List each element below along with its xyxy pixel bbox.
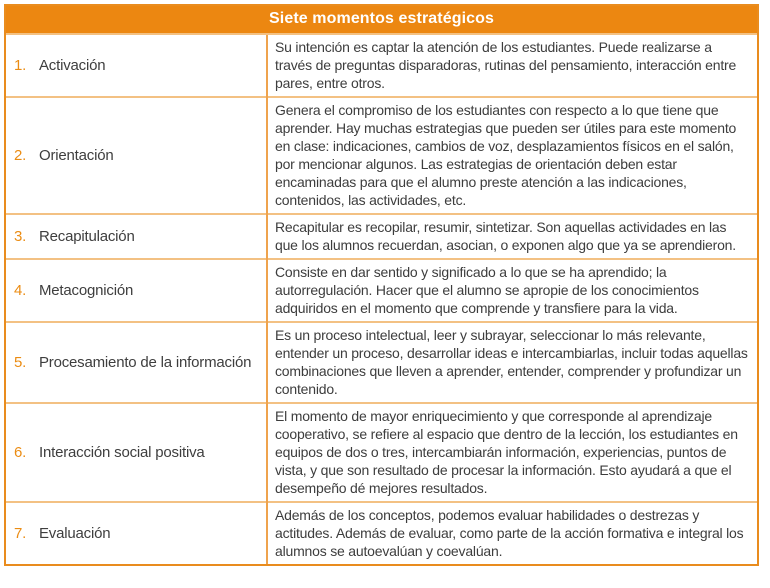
moment-label: Procesamiento de la información: [39, 354, 252, 371]
moment-cell: [6, 403, 267, 502]
table-row-metacognicion: [6, 259, 757, 322]
moment-cell: [6, 34, 267, 97]
moment-description: Además de los conceptos, podemos evaluar habilidades o destrezas y actitudes. Además de evaluar, como parte de la acción formativa e integral los alumnos se autoevalúan y coevalúan.: [267, 502, 757, 564]
moment-label: Interacción social positiva: [39, 444, 205, 461]
strategic-moments-table: [4, 4, 759, 566]
table-row-evaluacion: [6, 502, 757, 564]
header-row: [6, 6, 757, 34]
moment-cell: [6, 502, 267, 564]
table-row-interaccion: [6, 403, 757, 502]
moment-number: 6.: [14, 444, 27, 461]
moment-number: 5.: [14, 354, 27, 371]
moment-description: Su intención es captar la atención de los estudiantes. Puede realizarse a través de preguntas disparadoras, rutinas del pensamiento, interacción entre pares, entre otros.: [267, 34, 757, 97]
moment-cell: [6, 259, 267, 322]
moments-table: [6, 6, 757, 564]
moment-cell: [6, 97, 267, 214]
moment-number: 3.: [14, 228, 27, 245]
table-row-procesamiento: [6, 322, 757, 403]
moment-description: Consiste en dar sentido y significado a lo que se ha aprendido; la autorregulación. Hacer que el alumno se apropie de los conocimientos adquiridos en el momento que comprende y transfiere para la vida.: [267, 259, 757, 322]
table-row-orientacion: [6, 97, 757, 214]
table-row-activacion: [6, 34, 757, 97]
moment-label: Evaluación: [39, 525, 111, 542]
moment-label: Metacognición: [39, 282, 134, 299]
table-title: Siete momentos estratégicos: [6, 6, 757, 34]
moment-label: Recapitulación: [39, 228, 135, 245]
moment-number: 2.: [14, 147, 27, 164]
moment-cell: [6, 214, 267, 259]
moment-label: Orientación: [39, 147, 114, 164]
moment-label: Activación: [39, 57, 106, 74]
moment-description: Genera el compromiso de los estudiantes con respecto a lo que tiene que aprender. Hay muchas estrategias que pueden ser útiles para este momento en clase: indicaciones, cambios de voz, desplazamientos físicos en el salón, por mencionar algunos. Las estrategias de orientación deben estar encaminadas para que el alumno preste atención a las indicaciones, contenidos, las actividades, etc.: [267, 97, 757, 214]
moment-description: El momento de mayor enriquecimiento y que corresponde al aprendizaje cooperativo, se refiere al espacio que dentro de la lección, los estudiantes en equipos de dos o tres, intercambiarán información, experiencias, puntos de vista, y que son resultado de procesar la información. Esto ayudará a que el desempeño dé mejores resultados.: [267, 403, 757, 502]
moment-description: Recapitular es recopilar, resumir, sintetizar. Son aquellas actividades en las que los alumnos recuerdan, asocian, o exponen algo que ya se aprendieron.: [267, 214, 757, 259]
moment-number: 7.: [14, 525, 27, 542]
moment-description: Es un proceso intelectual, leer y subrayar, seleccionar lo más relevante, entender un proceso, desarrollar ideas e intercambiarlas, incluir todas aquellas combinaciones que lleven a aprender, entender, comprender y profundizar un contenido.: [267, 322, 757, 403]
table-row-recapitulacion: [6, 214, 757, 259]
moment-number: 4.: [14, 282, 27, 299]
moment-cell: [6, 322, 267, 403]
moment-number: 1.: [14, 57, 27, 74]
